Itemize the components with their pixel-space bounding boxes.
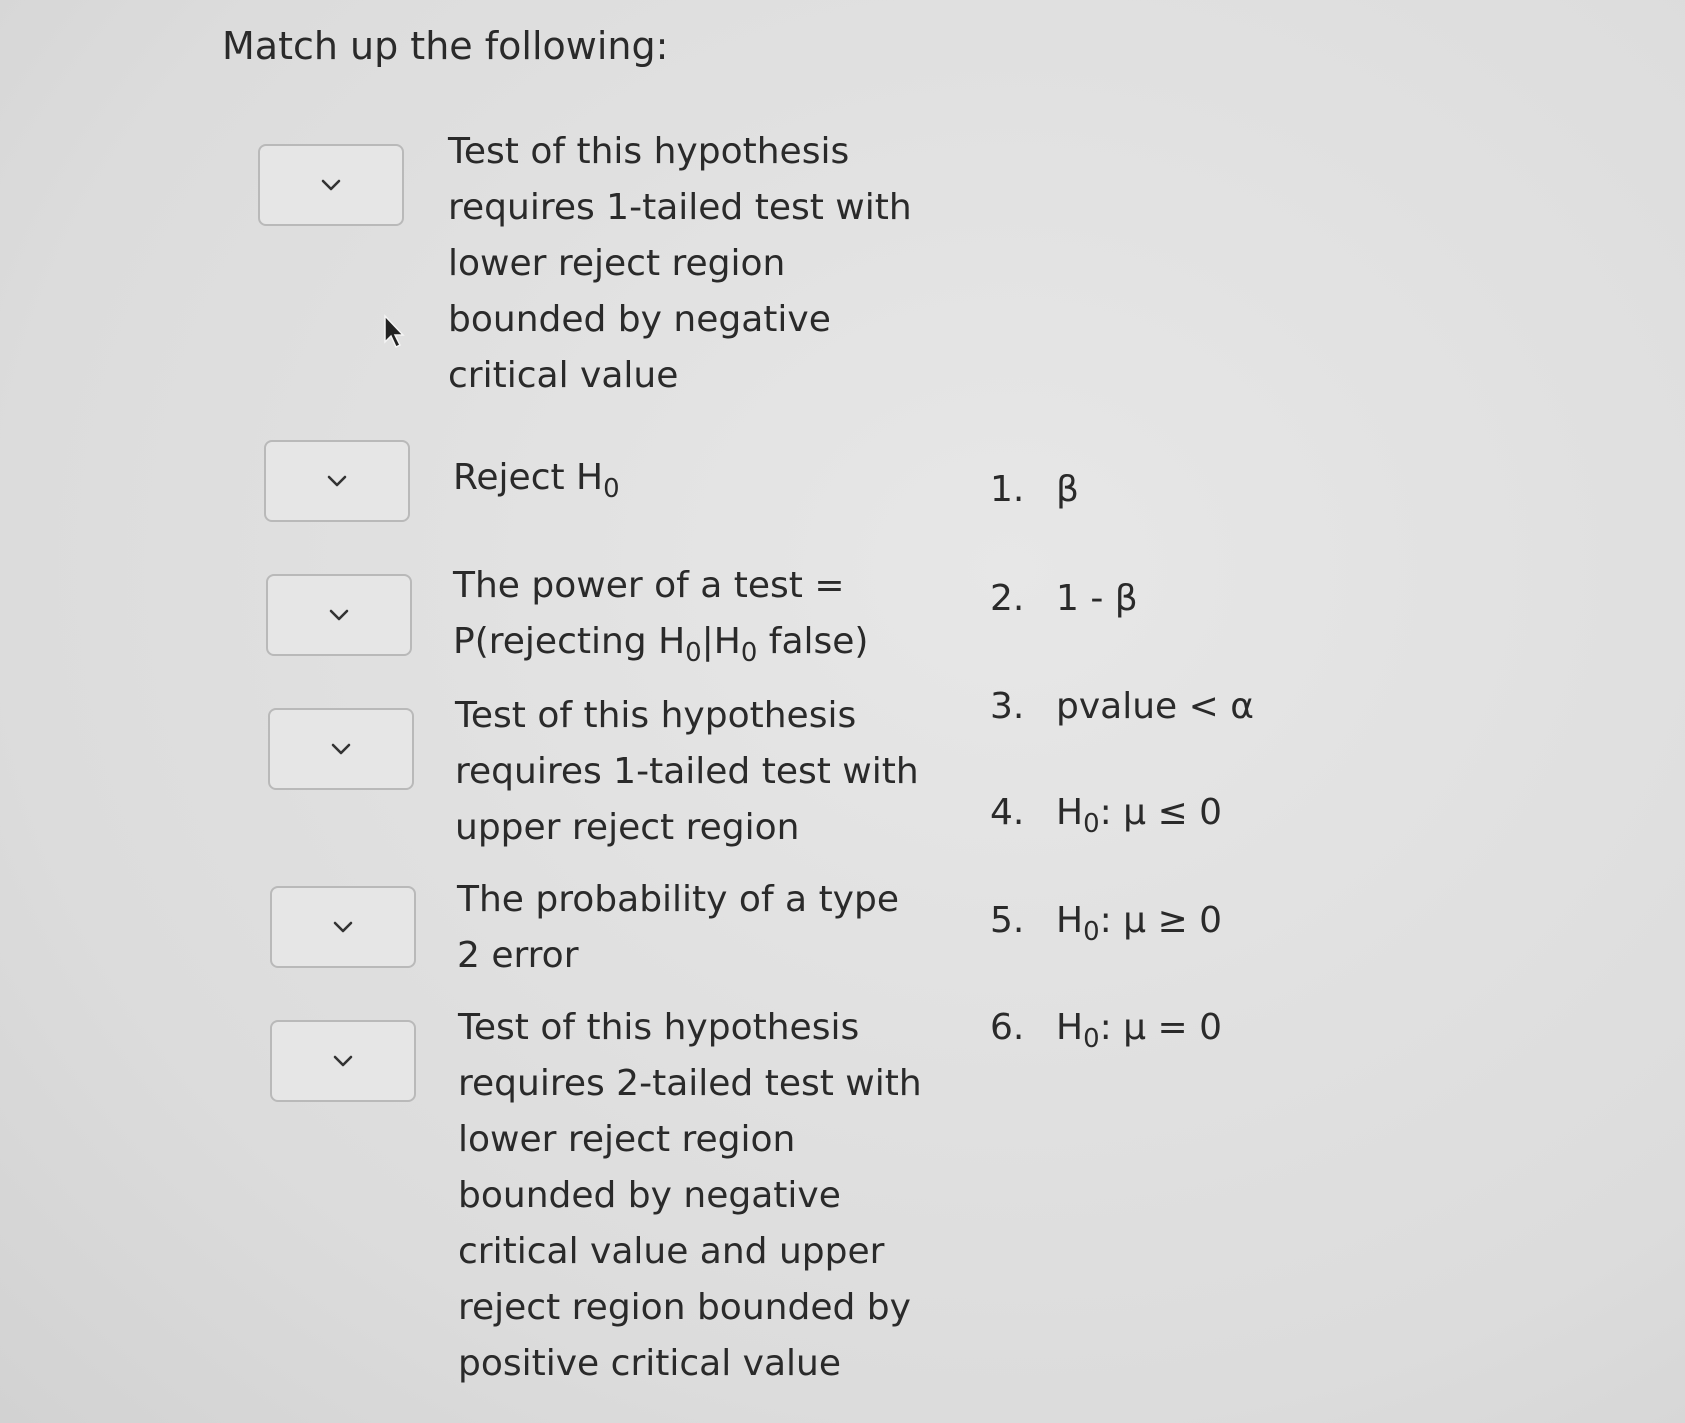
chevron-down-icon (328, 608, 350, 622)
question-1-text: Test of this hypothesis requires 1-tailed test with lower reject region bounded by negative critical value (448, 131, 912, 396)
chevron-down-icon (332, 920, 354, 934)
option-3: 3. pvalue < α (990, 686, 1254, 727)
match-select-3[interactable] (266, 574, 412, 656)
match-select-6[interactable] (270, 1020, 416, 1102)
question-2-text: Reject $H_0$ (453, 457, 620, 504)
page-title: Match up the following: (222, 24, 669, 68)
chevron-down-icon (330, 742, 352, 756)
option-4: 4. $H_0$: μ ≤ 0 (990, 792, 1222, 839)
question-4-text: Test of this hypothesis requires 1-tailed test with upper reject region (455, 695, 919, 848)
question-3-text: The power of a test = P(rejecting $H_0|H_0$ false) (453, 565, 869, 668)
mouse-pointer-icon (383, 314, 405, 350)
chevron-down-icon (332, 1054, 354, 1068)
match-select-2[interactable] (264, 440, 410, 522)
match-select-5[interactable] (270, 886, 416, 968)
match-select-1[interactable] (258, 144, 404, 226)
option-6: 6. $H_0$: μ = 0 (990, 1007, 1222, 1054)
question-5-text: The probability of a type 2 error (457, 879, 899, 976)
question-6-text: Test of this hypothesis requires 2-tailed test with lower reject region bounded by negative critical value and upper reject region bounded by positive critical value (458, 1007, 922, 1384)
option-2: 2. 1 - β (990, 578, 1138, 619)
match-select-4[interactable] (268, 708, 414, 790)
chevron-down-icon (326, 474, 348, 488)
option-1: 1. β (990, 469, 1079, 510)
chevron-down-icon (320, 178, 342, 192)
option-5: 5. $H_0$: μ ≥ 0 (990, 900, 1222, 947)
